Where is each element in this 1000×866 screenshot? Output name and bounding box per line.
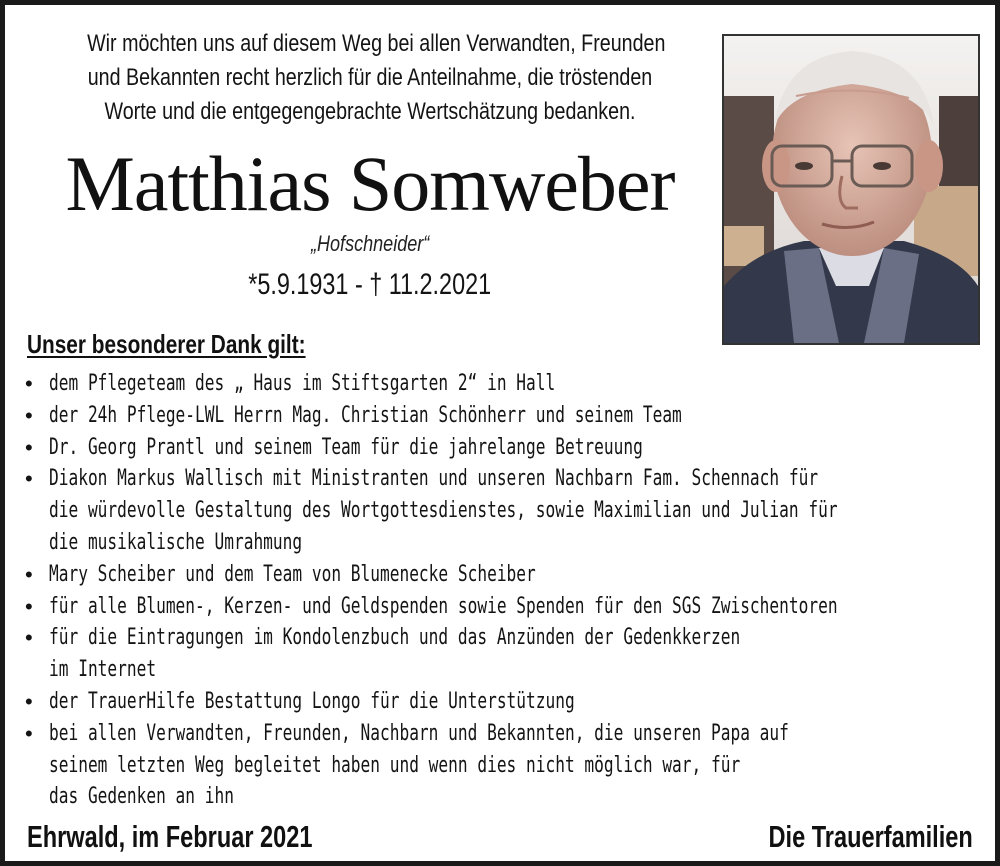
bullet-icon: • (25, 402, 33, 428)
bullet-icon: • (25, 625, 33, 651)
bullet-icon: • (25, 688, 33, 714)
list-item (25, 400, 985, 432)
list-item (25, 559, 985, 591)
list-item-line: bei allen Verwandten, Freunden, Nachbarn und Bekannten, die unseren Papa auf (49, 720, 789, 746)
list-item-line: die musikalische Umrahmung (49, 529, 303, 555)
list-item-line: das Gedenken an ihn (49, 784, 234, 810)
life-dates-text: *5.9.1931 - † 11.2.2021 (248, 268, 492, 301)
list-item (25, 432, 985, 464)
list-item-line: die würdevolle Gestaltung des Wortgottesdienstes, sowie Maximilian und Julian für (49, 498, 838, 524)
list-item-line: Diakon Markus Wallisch mit Ministranten und unseren Nachbarn Fam. Schennach für (49, 466, 819, 492)
thanks-list (25, 368, 985, 813)
list-item (25, 686, 985, 718)
portrait-photo (722, 34, 980, 345)
intro-line-1: Wir möchten uns auf diesem Weg bei allen Verwandten, Freunden (87, 30, 666, 57)
life-dates (25, 265, 715, 305)
list-item-line: im Internet (49, 657, 157, 683)
list-item-line: der TrauerHilfe Bestattung Longo für die Unterstützung (49, 688, 575, 714)
bullet-icon: • (25, 593, 33, 619)
deceased-name: Matthias Somweber (65, 140, 675, 227)
list-item (25, 718, 985, 813)
list-item-line: für alle Blumen-, Kerzen- und Geldspenden sowie Spenden für den SGS Zwischentoren (49, 593, 838, 619)
thanks-heading: Unser besonderer Dank gilt: (27, 329, 306, 359)
list-item (25, 591, 985, 623)
intro-text (25, 27, 715, 129)
signature: Die Trauerfamilien (768, 819, 973, 854)
list-item (25, 622, 985, 686)
list-item-line: Mary Scheiber und dem Team von Blumenecke Scheiber (49, 561, 536, 587)
bullet-icon: • (25, 466, 33, 492)
list-item-line: Dr. Georg Prantl und seinem Team für die jahrelange Betreuung (49, 434, 643, 460)
portrait-photo-icon (724, 36, 978, 343)
intro-line-3: Worte und die entgegengebrachte Wertschätzung bedanken. (104, 98, 636, 125)
deceased-nickname (25, 229, 715, 259)
bullet-icon: • (25, 561, 33, 587)
list-item (25, 463, 985, 558)
place-and-date: Ehrwald, im Februar 2021 (27, 819, 313, 854)
nickname-text: „Hofschneider“ (310, 231, 430, 256)
list-item-line: dem Pflegeteam des „ Haus im Stiftsgarten 2“ in Hall (49, 371, 556, 396)
intro-line-2: und Bekannten recht herzlich für die Anteilnahme, die tröstenden (87, 64, 653, 91)
bullet-icon: • (25, 434, 33, 460)
list-item-line: der 24h Pflege-LWL Herrn Mag. Christian Schönherr und seinem Team (49, 402, 682, 428)
list-item (25, 368, 985, 400)
list-item-line: seinem letzten Weg begleitet haben und wenn dies nicht möglich war, für (49, 752, 741, 778)
bullet-icon: • (25, 720, 33, 746)
bullet-icon: • (25, 371, 33, 396)
list-item-line: für die Eintragungen im Kondolenzbuch und das Anzünden der Gedenkkerzen (49, 625, 741, 651)
